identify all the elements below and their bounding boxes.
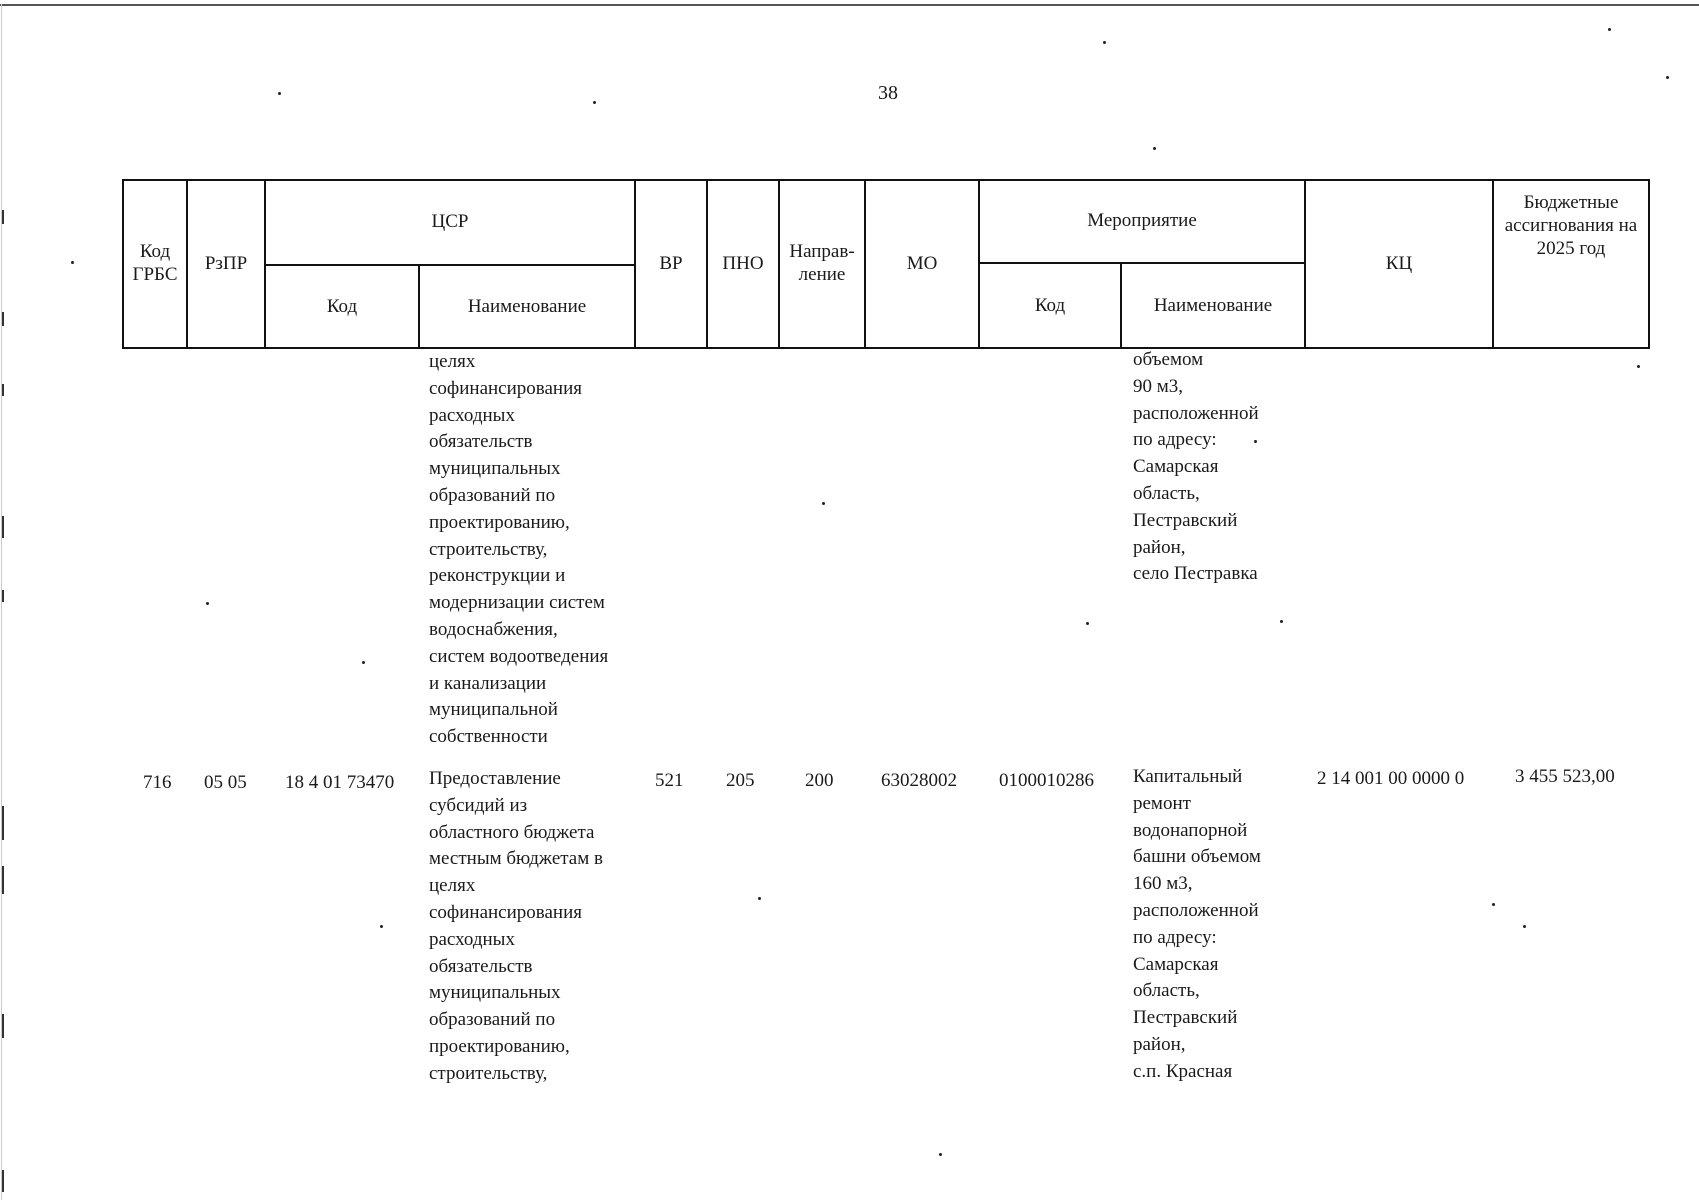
page-number: 38 [878, 82, 898, 104]
scan-edge-mark [2, 590, 4, 602]
row-grbs: 716 [143, 772, 172, 793]
header-rzpr: РзПР [204, 252, 248, 274]
header-csr-code: Код [326, 296, 358, 317]
scan-speck [822, 502, 825, 505]
row-rzpr: 05 05 [204, 772, 247, 793]
scan-top-edge [0, 4, 1699, 6]
header-csr: ЦСР [431, 211, 469, 232]
scan-speck [1103, 41, 1106, 44]
table-header [122, 179, 1650, 349]
row-budget: 3 455 523,00 [1515, 766, 1615, 787]
row-kc: 2 14 001 00 0000 0 [1317, 768, 1465, 789]
scan-speck [1492, 903, 1495, 906]
header-bottom-border [122, 347, 1650, 349]
scan-speck [1523, 925, 1526, 928]
header-kc: КЦ [1385, 252, 1413, 274]
scan-edge-mark [2, 312, 4, 326]
row-csr-name: Предоставление субсидий из областного бюджета местным бюджетам в целях софинансирования расходных обязательств муниципальных образований по проектированию, строительству, [429, 768, 603, 1084]
scan-speck [206, 602, 209, 605]
row-event-code: 0100010286 [999, 770, 1094, 791]
scan-edge-mark [2, 1170, 4, 1192]
header-pno: ПНО [722, 252, 764, 274]
scan-edge-mark [2, 866, 4, 894]
scan-speck [362, 661, 365, 664]
scan-speck [1086, 622, 1089, 625]
header-event: Мероприятие [1087, 210, 1197, 231]
header-direction: Направ-ление [789, 241, 855, 285]
scan-speck [278, 92, 281, 95]
scan-speck [1254, 440, 1257, 443]
header-event-name: Наименование [1153, 295, 1273, 316]
scan-edge-mark [2, 384, 4, 396]
row-event-name: Капитальный ремонт водонапорной башни объемом 160 м3, расположенной по адресу: Самарская область, Пестравский район, с.п. Красная [1133, 766, 1261, 1082]
scan-edge-mark [2, 516, 4, 538]
scan-speck [1666, 76, 1669, 79]
scan-edge-mark [2, 210, 4, 224]
row-pno: 205 [726, 770, 755, 791]
scan-speck [593, 101, 596, 104]
scan-speck [1637, 365, 1640, 368]
row-mo: 63028002 [881, 770, 957, 791]
scan-speck [380, 925, 383, 928]
scan-speck [71, 261, 74, 264]
header-csr-name: Наименование [467, 296, 587, 317]
scan-edge-mark [2, 1014, 4, 1038]
col-line [1648, 179, 1650, 349]
row-direction: 200 [805, 770, 834, 791]
row-vr: 521 [655, 770, 684, 791]
scan-speck [1280, 620, 1283, 623]
col-line [778, 179, 780, 349]
header-event-code: Код [1034, 295, 1066, 316]
continuation-csr-name: целях софинансирования расходных обязательств муниципальных образований по проектированию, строительству, реконструкции и модернизации систем водоснабжения, систем водоотведения и канализации муниципальной собственности [429, 351, 609, 748]
scan-speck [1153, 147, 1156, 150]
row-csr-code: 18 4 01 73470 [285, 772, 395, 793]
header-budget: Бюджетные ассигнования на 2025 год [1504, 192, 1638, 259]
header-grbs: Код ГРБС [132, 241, 178, 285]
scan-speck [758, 897, 761, 900]
scan-edge-mark [2, 806, 4, 840]
header-vr: ВР [659, 252, 683, 274]
scan-speck [939, 1153, 942, 1156]
continuation-event-name: объемом 90 м3, расположенной по адресу: Самарская область, Пестравский район, село Пестравка [1133, 349, 1259, 585]
header-mo: МО [906, 252, 938, 274]
scan-speck [1608, 28, 1611, 31]
